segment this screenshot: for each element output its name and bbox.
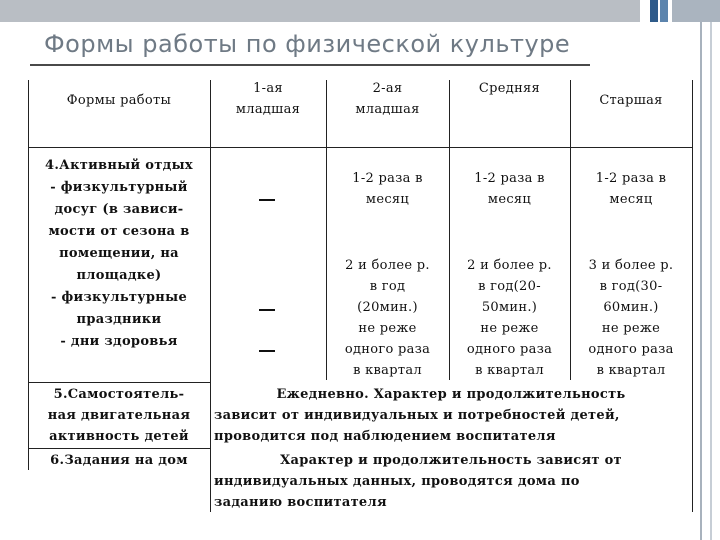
holidays-middle: одного раза xyxy=(466,342,553,357)
header-middle: Средняя xyxy=(478,81,541,96)
header-senior: Старшая xyxy=(599,93,663,108)
leisure-middle: месяц xyxy=(487,192,532,207)
leisure-junior2: месяц xyxy=(365,192,410,207)
row4-label-line: помещении, на xyxy=(59,246,179,261)
table-rule xyxy=(692,80,693,512)
table-rule xyxy=(28,382,210,383)
holidays-senior: в квартал xyxy=(596,363,666,378)
holidays-middle: в квартал xyxy=(475,363,544,378)
row6-label: 6.Задания на дом xyxy=(50,453,188,468)
row4-label-line: - дни здоровья xyxy=(60,334,178,349)
row4-label-line: 4.Активный отдых xyxy=(45,158,193,173)
row4-label-line: досуг (в зависи- xyxy=(54,202,184,217)
table-rule xyxy=(210,80,211,382)
header-junior2-line1: 2-ая xyxy=(372,81,403,96)
row4-label-line: - физкультурный xyxy=(50,180,188,195)
row4-label-line: мости от сезона в xyxy=(48,224,190,239)
table-rule xyxy=(28,147,692,148)
row5-label-line: активность детей xyxy=(49,429,189,444)
holidays-senior: не реже xyxy=(601,321,661,336)
table-rule xyxy=(28,448,210,449)
header-junior1-line2: младшая xyxy=(235,102,301,117)
leisure-junior2: 1-2 раза в xyxy=(352,171,423,186)
holidays-middle: не реже xyxy=(480,321,539,336)
row5-label-line: ная двигательная xyxy=(47,408,191,423)
row6-text-line: заданию воспитателя xyxy=(214,495,387,510)
leisure-middle: 1-2 раза в xyxy=(474,171,545,186)
header-junior2-line2: младшая xyxy=(355,102,420,117)
holidays-senior: в год(30- xyxy=(599,279,663,294)
empty-dash xyxy=(259,309,275,311)
row4-label-line: праздники xyxy=(76,312,162,327)
slide-title: Формы работы по физической культуре xyxy=(44,30,571,58)
row4-label-line: площадке) xyxy=(76,268,162,283)
row5-text-line: проводится под наблюдением воспитателя xyxy=(214,429,556,444)
header-forms: Формы работы xyxy=(66,93,172,108)
empty-dash xyxy=(259,350,275,352)
holidays-middle: 2 и более р. xyxy=(467,258,552,273)
holidays-junior2: не реже xyxy=(358,321,417,336)
holidays-junior2: в квартал xyxy=(353,363,422,378)
row5-label-line: 5.Самостоятель- xyxy=(53,387,185,402)
holidays-junior2: (20мин.) xyxy=(357,300,418,315)
row5-text-line: Ежедневно. Характер и продолжительность xyxy=(276,387,626,402)
empty-dash xyxy=(259,199,275,201)
row6-text-line: индивидуальных данных, проводятся дома по xyxy=(214,474,580,489)
row5-text-line: зависит от индивидуальных и потребностей детей, xyxy=(214,408,620,423)
holidays-middle: 50мин.) xyxy=(481,300,538,315)
row6-text-line: Характер и продолжительность зависят от xyxy=(280,453,622,468)
holidays-senior: 60мин.) xyxy=(603,300,659,315)
leisure-senior: месяц xyxy=(609,192,653,207)
holidays-senior: одного раза xyxy=(588,342,674,357)
holidays-middle: в год(20- xyxy=(478,279,541,294)
holidays-junior2: одного раза xyxy=(344,342,431,357)
leisure-senior: 1-2 раза в xyxy=(595,171,667,186)
header-junior1-line1: 1-ая xyxy=(253,81,283,96)
holidays-junior2: в год xyxy=(369,279,406,294)
row4-label-line: - физкультурные xyxy=(50,290,188,305)
holidays-junior2: 2 и более р. xyxy=(345,258,430,273)
holidays-senior: 3 и более р. xyxy=(588,258,674,273)
